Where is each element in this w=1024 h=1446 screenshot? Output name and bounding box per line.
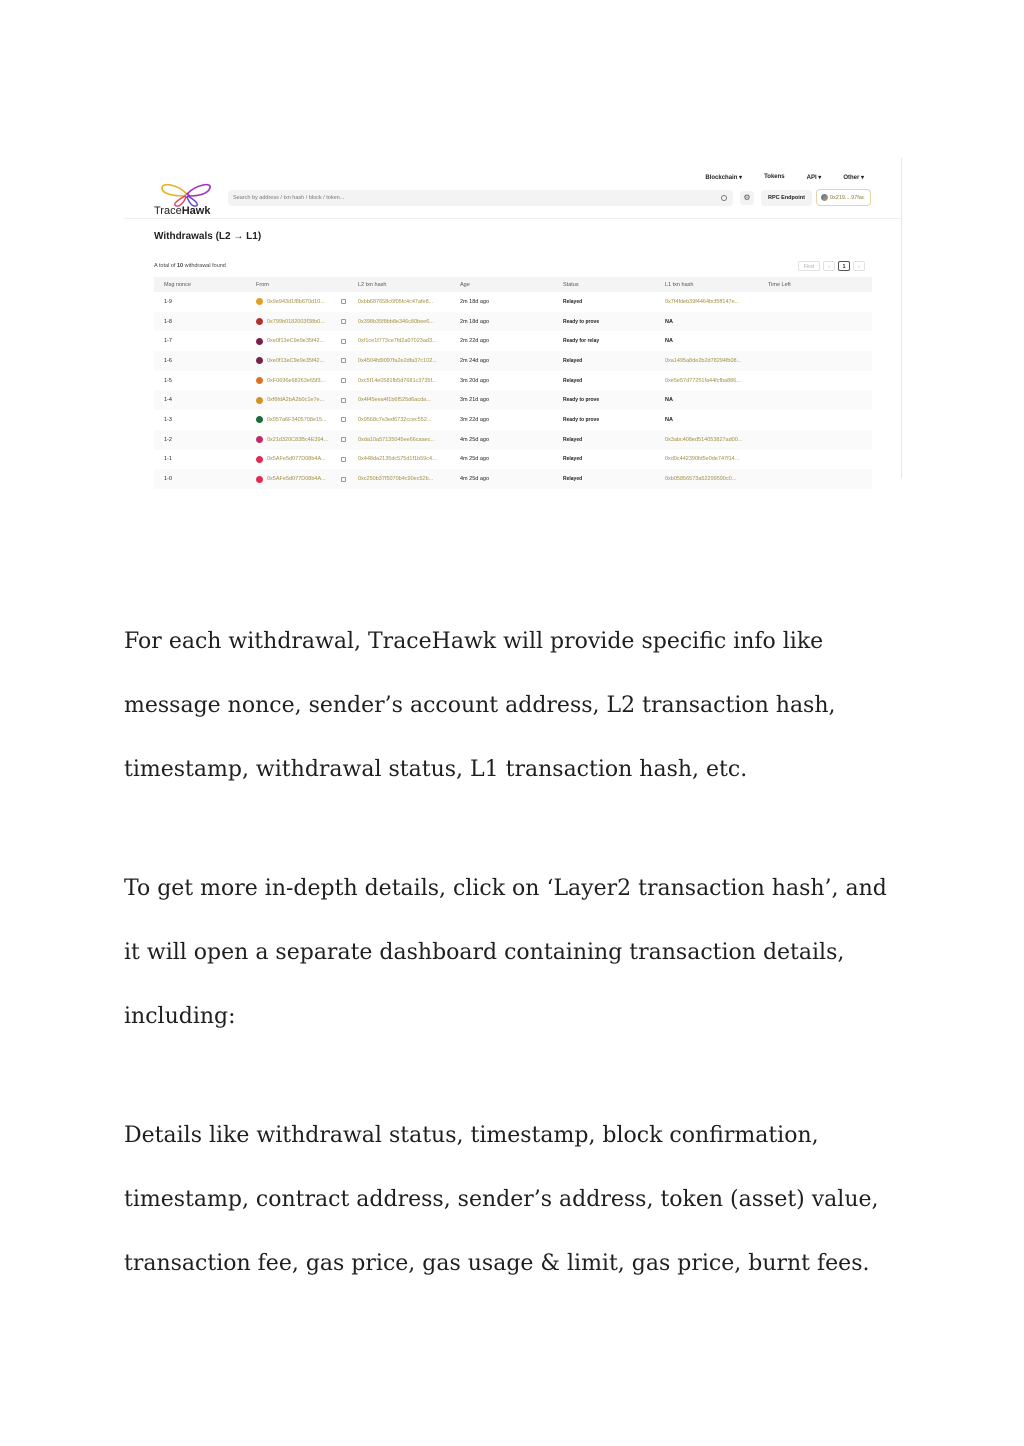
p2-line-1: To get more in-depth details, click on ‘Layer2 transaction hash’, and <box>124 876 887 901</box>
l1-hash[interactable]: 0xd0c442390fd5e0de747f14... <box>665 456 740 463</box>
avatar <box>821 194 828 201</box>
table-row[interactable] <box>154 450 872 470</box>
from-cell <box>256 318 358 325</box>
age: 3m 22d ago <box>460 416 490 423</box>
from-cell <box>256 476 358 483</box>
l1-hash[interactable]: 0x7f4fdeb39f4464bcf5ff147e... <box>665 298 740 305</box>
l1-hash[interactable]: 0x3abc408ed514053827ad00... <box>665 436 743 443</box>
pagination <box>798 261 865 271</box>
copy-icon[interactable] <box>341 437 346 442</box>
address-avatar-icon <box>256 436 263 443</box>
table-row[interactable] <box>154 410 872 430</box>
from-cell <box>256 436 358 443</box>
msg-nonce: 1-6 <box>164 357 172 364</box>
paragraph-3 <box>124 1104 924 1296</box>
current-page[interactable]: 1 <box>838 261 850 271</box>
p3-line-1: Details like withdrawal status, timestamp, block confirmation, <box>124 1123 819 1148</box>
address-avatar-icon <box>256 456 263 463</box>
from-cell <box>256 456 358 463</box>
address-avatar-icon <box>256 476 263 483</box>
age: 4m 25d ago <box>460 476 490 483</box>
address-avatar-icon <box>256 338 263 345</box>
col-status: Status <box>563 281 579 288</box>
from-address-link[interactable]: 0x21d320C83Bc4E394... <box>267 436 329 443</box>
copy-icon[interactable] <box>341 378 346 383</box>
l1-hash: NA <box>665 416 673 423</box>
paragraph-2 <box>124 857 924 1049</box>
page-title: Withdrawals (L2 → L1) <box>154 231 262 242</box>
status-badge: Relayed <box>563 456 583 463</box>
from-address-link[interactable]: 0xe0f13eC9e9e35f42... <box>267 357 325 364</box>
l1-hash: NA <box>665 338 673 345</box>
col-from: From <box>256 281 269 288</box>
copy-icon[interactable] <box>341 477 346 482</box>
account-button[interactable] <box>816 189 871 206</box>
address-avatar-icon <box>256 377 263 384</box>
nav-api[interactable]: API ▾ <box>806 175 822 181</box>
copy-icon[interactable] <box>341 398 346 403</box>
table-row[interactable] <box>154 469 872 489</box>
l2-hash-link[interactable]: 0xc250b37f5070b4c90ec52b... <box>358 476 434 483</box>
status-badge: Ready for relay <box>563 338 600 345</box>
status-badge: Ready to prove <box>563 416 600 423</box>
copy-icon[interactable] <box>341 299 346 304</box>
col-msg-nonce: Msg nonce <box>164 281 191 288</box>
msg-nonce: 1-1 <box>164 456 172 463</box>
status-badge: Relayed <box>563 476 583 483</box>
prev-page-button[interactable]: ‹ <box>823 261 835 271</box>
table-row[interactable] <box>154 390 872 410</box>
status-badge: Relayed <box>563 298 583 305</box>
age: 4m 25d ago <box>460 436 490 443</box>
from-cell <box>256 298 358 305</box>
age: 3m 20d ago <box>460 377 490 384</box>
from-address-link[interactable]: 0x957a6F3405708e15... <box>267 416 327 423</box>
age: 3m 21d ago <box>460 397 490 404</box>
from-address-link[interactable]: 0xf6fdA2bA2b0c1e7e... <box>267 397 325 404</box>
msg-nonce: 1-9 <box>164 298 172 305</box>
table-row[interactable] <box>154 312 872 332</box>
copy-icon[interactable] <box>341 319 346 324</box>
p3-line-2: timestamp, contract address, sender’s address, token (asset) value, <box>124 1187 879 1212</box>
from-cell <box>256 338 358 345</box>
nav-tokens[interactable]: Tokens <box>764 174 785 180</box>
paragraph-1 <box>124 610 924 802</box>
copy-icon[interactable] <box>341 358 346 363</box>
l2-hash-link[interactable]: 0x9568c7e3ed6732ccec552... <box>358 416 432 423</box>
l2-hash-link[interactable]: 0x398b35f8bb8e346c80bee6... <box>358 318 434 325</box>
col-l2-hash: L2 txn hash <box>358 281 387 288</box>
msg-nonce: 1-2 <box>164 436 172 443</box>
status-badge: Relayed <box>563 377 583 384</box>
msg-nonce: 1-5 <box>164 377 172 384</box>
copy-icon[interactable] <box>341 417 346 422</box>
withdrawals-table <box>154 277 872 489</box>
copy-icon[interactable] <box>341 339 346 344</box>
table-row[interactable] <box>154 351 872 371</box>
l1-hash: NA <box>665 318 673 325</box>
status-badge: Relayed <box>563 357 583 364</box>
l2-hash-link[interactable]: 0xbb687658c6f05fc4c47afe8... <box>358 298 434 305</box>
age: 2m 18d ago <box>460 318 490 325</box>
table-row[interactable] <box>154 371 872 391</box>
account-address: 0x219....97fac <box>830 195 865 201</box>
p3-line-3: transaction fee, gas price, gas usage & limit, gas price, burnt fees. <box>124 1251 870 1276</box>
search-icon[interactable] <box>721 195 727 201</box>
l1-hash[interactable]: 0xb05856573a52299590c0... <box>665 476 737 483</box>
l2-hash-link[interactable]: 0xf1ce1f773ce7fd2a07023ad3... <box>358 338 437 345</box>
l2-hash-link[interactable]: 0x4504fd9097fa2e2dfa37c102... <box>358 357 437 364</box>
msg-nonce: 1-4 <box>164 397 172 404</box>
col-time-left: Time Left <box>768 281 791 288</box>
nav-other[interactable]: Other ▾ <box>843 175 864 181</box>
l2-hash-link[interactable]: 0xc5f14e0581fb5d7681c3735f... <box>358 377 437 384</box>
divider <box>901 158 902 478</box>
age: 4m 25d ago <box>460 456 490 463</box>
rpc-endpoint-button[interactable]: RPC Endpoint <box>761 190 812 206</box>
l2-hash-link[interactable]: 0x4f45eea4f1b6f525d6acda... <box>358 397 431 404</box>
nav-blockchain[interactable]: Blockchain ▾ <box>705 175 743 181</box>
l1-hash[interactable]: 0xe5e57d77251fa44fcfba886... <box>665 377 741 384</box>
col-age: Age <box>460 281 470 288</box>
age: 2m 22d ago <box>460 338 490 345</box>
from-cell <box>256 416 358 423</box>
logo-text: TraceHawk <box>154 205 211 217</box>
search-input[interactable]: Search by address / txn hash / block / token... <box>228 190 733 206</box>
table-row[interactable] <box>154 331 872 351</box>
first-page-button[interactable]: First <box>798 261 820 271</box>
total-count-text: A total of 10 withdrawal found <box>154 263 226 269</box>
p1-line-1: For each withdrawal, TraceHawk will provide specific info like <box>124 629 824 654</box>
from-cell <box>256 377 358 384</box>
top-nav <box>705 174 864 181</box>
msg-nonce: 1-0 <box>164 476 172 483</box>
from-address-link[interactable]: 0x5AFe5d077D08b4A... <box>267 476 326 483</box>
copy-icon[interactable] <box>341 457 346 462</box>
status-badge: Ready to prove <box>563 397 600 404</box>
from-address-link[interactable]: 0x9e943d1f8b670d10... <box>267 298 325 305</box>
l1-hash[interactable]: 0xa1495a8de2b2d78294fb08... <box>665 357 742 364</box>
tracehawk-screenshot <box>124 158 902 492</box>
from-address-link[interactable]: 0x5AFe5d077D08b4A... <box>267 456 326 463</box>
from-cell <box>256 397 358 404</box>
table-row[interactable] <box>154 430 872 450</box>
age: 2m 24d ago <box>460 357 490 364</box>
address-avatar-icon <box>256 416 263 423</box>
p1-line-2: message nonce, sender’s account address, L2 transaction hash, <box>124 693 836 718</box>
address-avatar-icon <box>256 357 263 364</box>
table-row[interactable] <box>154 292 872 312</box>
l2-hash-link[interactable]: 0xda10a57135045ee66caaec... <box>358 436 436 443</box>
status-badge: Relayed <box>563 436 583 443</box>
address-avatar-icon <box>256 318 263 325</box>
p2-line-3: including: <box>124 1004 236 1029</box>
from-address-link[interactable]: 0x799b0182003f38b0... <box>267 318 325 325</box>
header-divider <box>124 218 901 219</box>
next-page-button[interactable]: › <box>853 261 865 271</box>
status-badge: Ready to prove <box>563 318 600 325</box>
l1-hash: NA <box>665 397 673 404</box>
from-cell <box>256 357 358 364</box>
msg-nonce: 1-7 <box>164 338 172 345</box>
table-header <box>154 277 872 292</box>
p2-line-2: it will open a separate dashboard containing transaction details, <box>124 940 845 965</box>
from-address-link[interactable]: 0xe0f13eC9e9e35f42... <box>267 338 325 345</box>
p1-line-3: timestamp, withdrawal status, L1 transaction hash, etc. <box>124 757 748 782</box>
age: 2m 18d ago <box>460 298 490 305</box>
from-address-link[interactable]: 0xF0696e68263e65f3... <box>267 377 326 384</box>
address-avatar-icon <box>256 298 263 305</box>
address-avatar-icon <box>256 397 263 404</box>
msg-nonce: 1-3 <box>164 416 172 423</box>
col-l1-hash: L1 txn hash <box>665 281 694 288</box>
msg-nonce: 1-8 <box>164 318 172 325</box>
l2-hash-link[interactable]: 0x448da2135dc575d1f1b59c4... <box>358 456 437 463</box>
gear-icon[interactable]: ⚙ <box>740 191 754 205</box>
